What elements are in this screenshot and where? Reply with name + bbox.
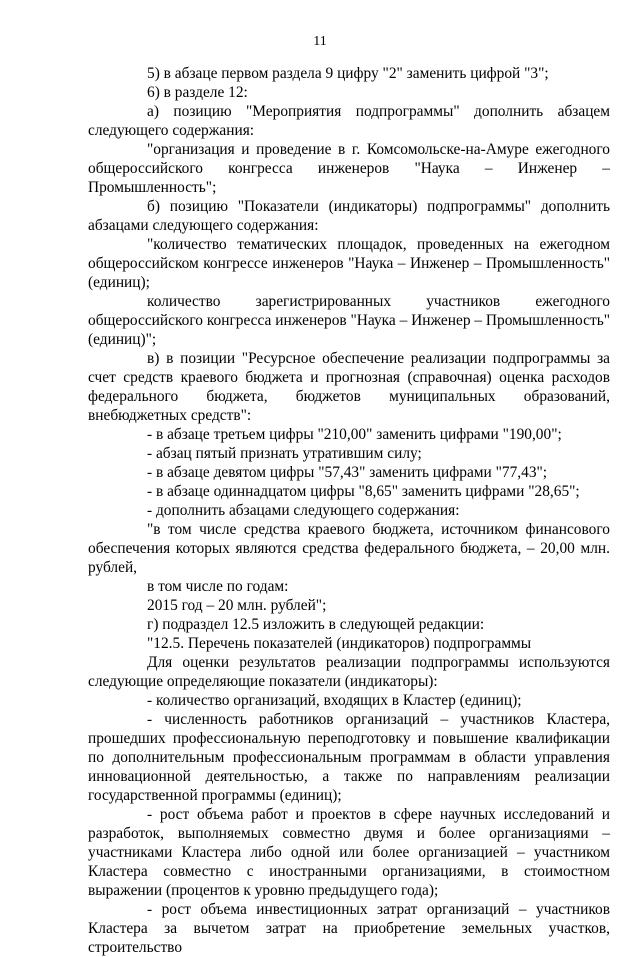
paragraph: - в абзаце третьем цифры "210,00" заменить цифрами "190,00"; [147, 426, 562, 443]
paragraph: "12.5. Перечень показателей (индикаторов) подпрограммы [147, 635, 532, 652]
paragraph: г) подраздел 12.5 изложить в следующей редакции: [147, 616, 485, 633]
document-body [88, 64, 610, 957]
paragraph: - в абзаце одиннадцатом цифры "8,65" заменить цифрами "28,65"; [147, 483, 580, 500]
paragraph: "организация и проведение в г. Комсомольске-на-Амуре ежегодного общероссийского конгресса инженеров "Наука – Инженер – Промышленность"; [88, 141, 610, 196]
paragraph: "количество тематических площадок, проведенных на ежегодном общероссийском конгрессе инженеров "Наука – Инженер – Промышленность" (единиц); [88, 236, 610, 291]
paragraph: 2015 год – 20 млн. рублей"; [147, 597, 327, 614]
paragraph: а) позицию "Мероприятия подпрограммы" дополнить абзацем следующего содержания: [88, 103, 610, 139]
paragraph: - абзац пятый признать утратившим силу; [147, 445, 422, 462]
paragraph: - дополнить абзацами следующего содержания: [147, 502, 460, 519]
paragraph: - рост объема работ и проектов в сфере научных исследований и разработок, выполняемых совместно двумя и более организациями – участниками Кластера либо одной или более организацией – участником Кластера совместно с иностранными организациями, в стоимостном выражении (процентов к уровню предыдущего года); [88, 806, 610, 899]
paragraph: 5) в абзаце первом раздела 9 цифру "2" заменить цифрой "3"; [147, 65, 549, 82]
paragraph: 6) в разделе 12: [147, 84, 248, 101]
paragraph: - численность работников организаций – участников Кластера, прошедших профессиональную переподготовку и повышение квалификации по дополнительным профессиональным программам в области управления инновационной деятельностью, а также по направлениям реализации государственной программы (единиц); [88, 711, 610, 804]
paragraph: б) позицию "Показатели (индикаторы) подпрограммы" дополнить абзацами следующего содержания: [88, 198, 610, 234]
paragraph: в) в позиции "Ресурсное обеспечение реализации подпрограммы за счет средств краевого бюджета и прогнозная (справочная) оценка расходов федерального бюджета, бюджетов муниципальных образований, внебюджетных средств": [88, 350, 610, 424]
paragraph: в том числе по годам: [147, 578, 289, 595]
paragraph: - рост объема инвестиционных затрат организаций – участников Кластера за вычетом затрат на приобретение земельных участков, строительство [88, 901, 610, 956]
paragraph: - количество организаций, входящих в Кластер (единиц); [147, 692, 522, 709]
page-number: 11 [313, 34, 327, 49]
paragraph: Для оценки результатов реализации подпрограммы используются следующие определяющие показатели (индикаторы): [88, 654, 610, 690]
paragraph: - в абзаце девятом цифры "57,43" заменить цифрами "77,43"; [147, 464, 548, 481]
paragraph: "в том числе средства краевого бюджета, источником финансового обеспечения которых являются средства федерального бюджета, – 20,00 млн. рублей, [88, 521, 610, 576]
paragraph: количество зарегистрированных участников ежегодного общероссийского конгресса инженеров "Наука – Инженер – Промышленность" (единиц)"; [88, 293, 610, 348]
